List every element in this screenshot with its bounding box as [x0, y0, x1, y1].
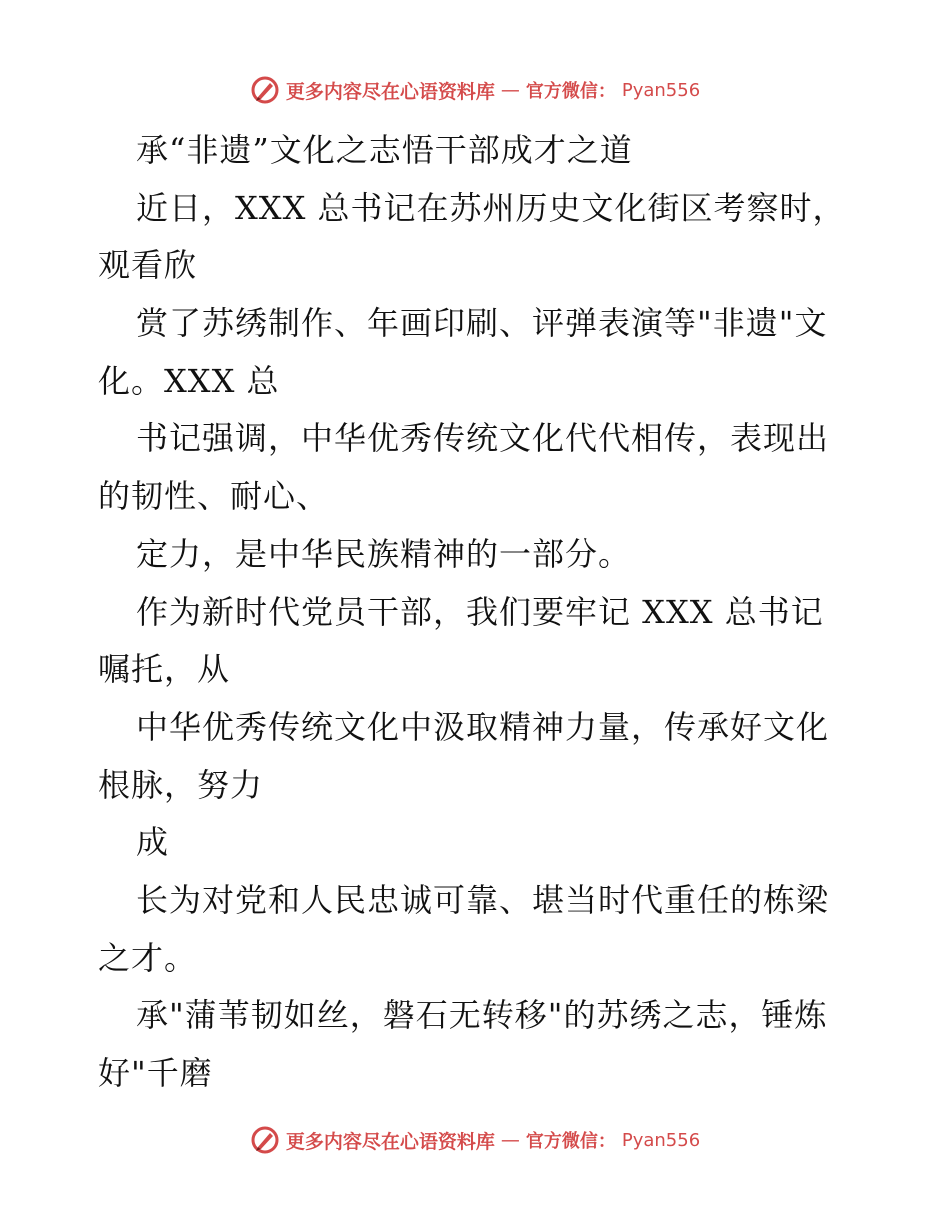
- text-line: 承“非遗”文化之志悟干部成才之道: [136, 131, 633, 169]
- banner-dash: —: [500, 79, 520, 101]
- header-banner: [0, 70, 950, 110]
- banner-dash: —: [500, 1129, 520, 1151]
- text-line: 嘱托，从: [98, 650, 231, 689]
- text-line: 作为新时代党员干部，我们要牢记 XXX 总书记: [136, 592, 824, 631]
- banner-wechat-id: Pyan556: [621, 1129, 701, 1151]
- document-body: [98, 122, 858, 1103]
- text-line: 赏了苏绣制作、年画印刷、评弹表演等"非遗"文: [136, 304, 828, 343]
- text-line: 化。XXX 总: [98, 361, 280, 400]
- banner-main-text: 更多内容尽在心语资料库: [285, 1130, 495, 1153]
- text-line: 长为对党和人民忠诚可靠、堪当时代重任的栋梁: [136, 880, 830, 919]
- text-line: 承"蒲苇韧如丝，磐石无转移"的苏绣之志，锤炼: [136, 996, 828, 1035]
- text-line: 观看欣: [98, 246, 198, 285]
- text-line: 好"千磨: [98, 1054, 213, 1092]
- banner-wechat-id: Pyan556: [621, 79, 701, 101]
- pen-logo-icon: [250, 1125, 280, 1155]
- banner-inner: [250, 75, 700, 105]
- text-line: 书记强调，中华优秀传统文化代代相传，表现出: [136, 419, 830, 458]
- text-line: 中华优秀传统文化中汲取精神力量，传承好文化: [136, 707, 830, 746]
- banner-main-text: 更多内容尽在心语资料库: [285, 80, 495, 103]
- text-line: 成: [136, 823, 170, 862]
- text-line: 根脉，努力: [98, 765, 264, 804]
- banner-sub-text: 官方微信：: [525, 81, 616, 102]
- text-line: 定力，是中华民族精神的一部分。: [136, 534, 632, 573]
- banner-inner: [250, 1125, 700, 1155]
- text-line: 之才。: [98, 938, 198, 977]
- banner-sub-text: 官方微信：: [525, 1131, 616, 1152]
- text-line: 的韧性、耐心、: [98, 477, 330, 516]
- pen-logo-icon: [250, 75, 280, 105]
- footer-banner: [0, 1120, 950, 1160]
- text-line: 近日，XXX 总书记在苏州历史文化街区考察时，: [136, 188, 846, 227]
